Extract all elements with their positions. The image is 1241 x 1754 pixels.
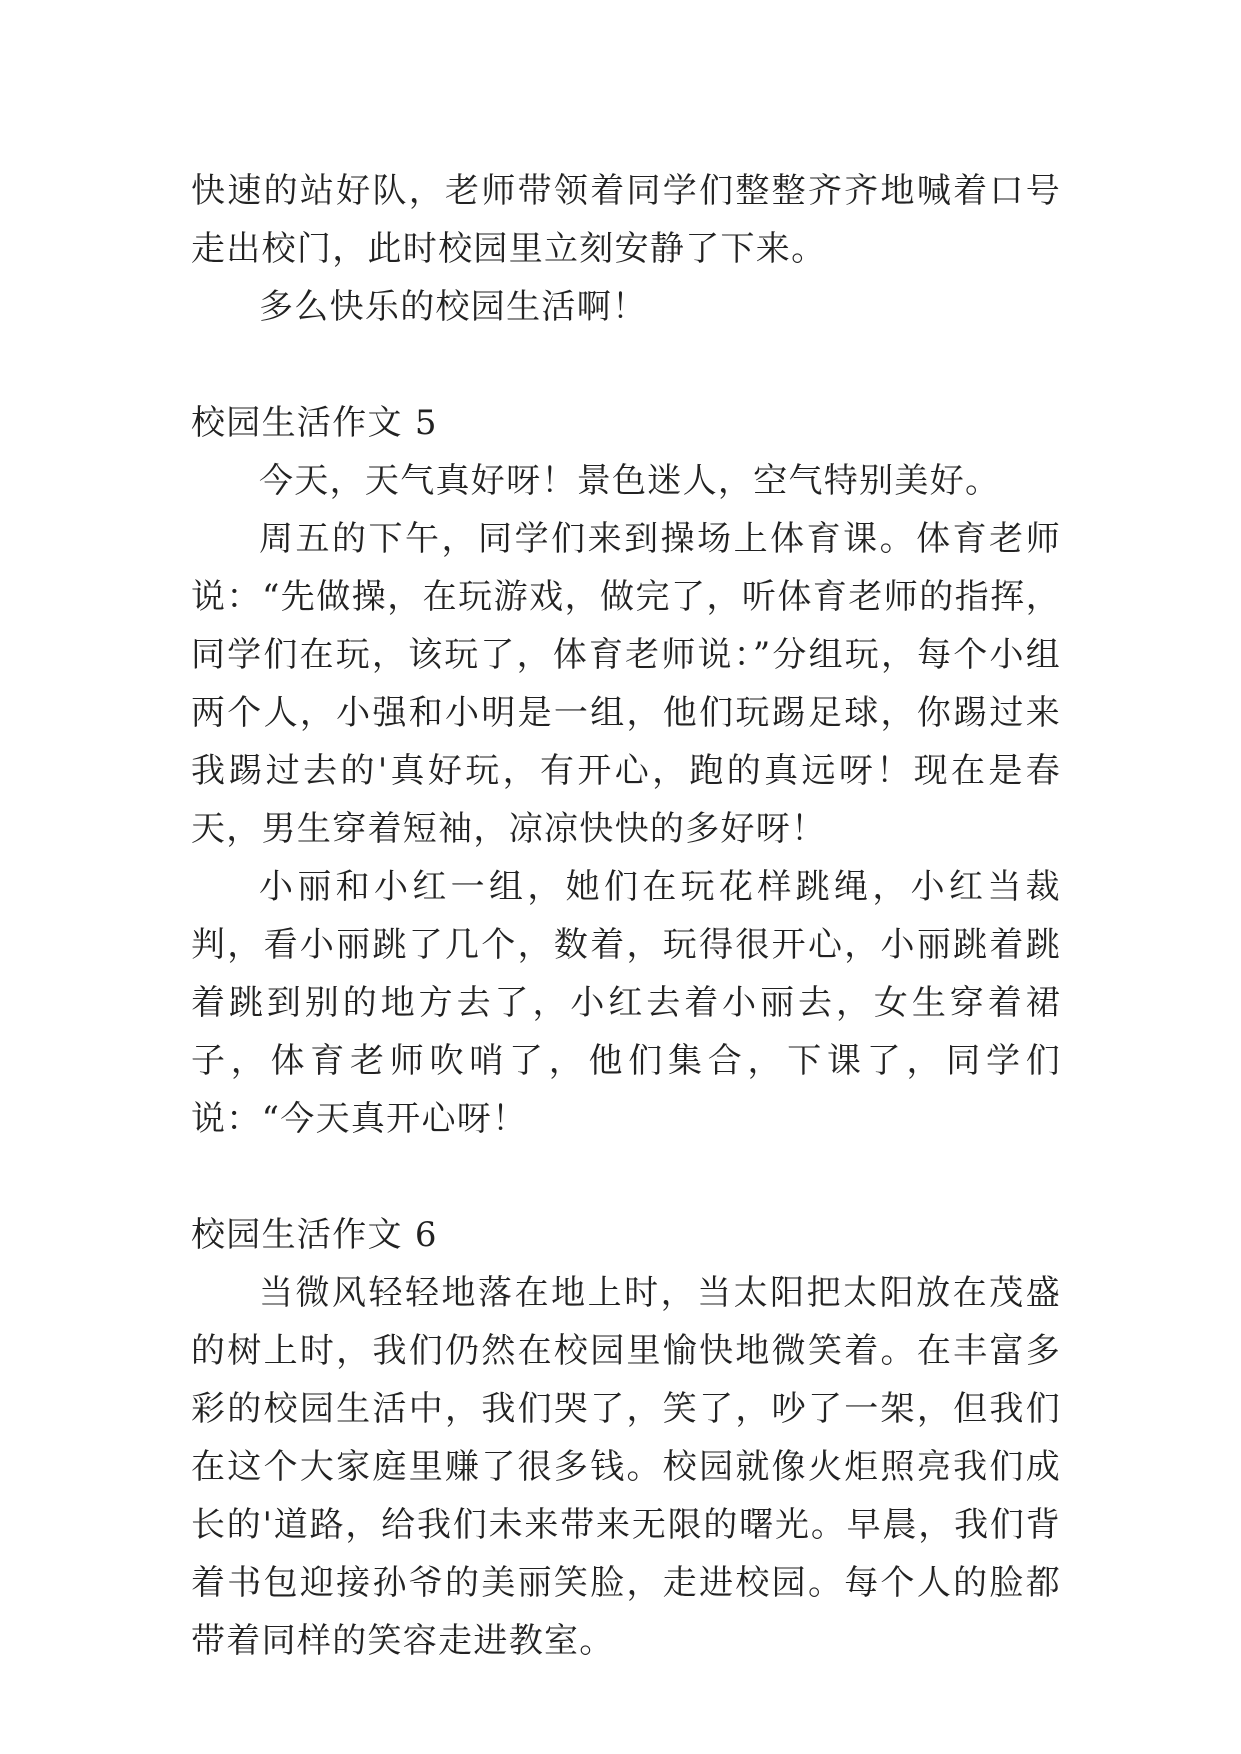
paragraph: 当微风轻轻地落在地上时，当太阳把太阳放在茂盛的树上时，我们仍然在校园里愉快地微笑着。在丰富多彩的校园生活中，我们哭了，笑了，吵了一架，但我们在这个大家庭里赚了很多钱。校园就像火炬照亮我们成长的'道路，给我们未来带来无限的曙光。早晨，我们背着书包迎接孙爷的美丽笑脸，走进校园。每个人的脸都带着同样的笑容走进教室。 bbox=[191, 1273, 1061, 1661]
section-heading: 校园生活作文 6 bbox=[191, 1215, 438, 1255]
paragraph: 周五的下午，同学们来到操场上体育课。体育老师说：“先做操，在玩游戏，做完了，听体育老师的指挥，同学们在玩，该玩了，体育老师说：”分组玩，每个小组两个人，小强和小明是一组，他们玩踢足球，你踢过来我踢过去的'真好玩，有开心，跑的真远呀！现在是春天，男生穿着短袖，凉凉快快的多好呀！ bbox=[191, 519, 1061, 849]
paragraph: 小丽和小红一组，她们在玩花样跳绳，小红当裁判，看小丽跳了几个，数着，玩得很开心，小丽跳着跳着跳到别的地方去了，小红去着小丽去，女生穿着裙子，体育老师吹哨了，他们集合，下课了，同学们说：“今天真开心呀！ bbox=[191, 867, 1061, 1139]
paragraph: 今天，天气真好呀！景色迷人，空气特别美好。 bbox=[259, 461, 1001, 501]
paragraph: 快速的站好队，老师带领着同学们整整齐齐地喊着口号走出校门，此时校园里立刻安静了下来。 bbox=[191, 171, 1061, 269]
document-body bbox=[191, 162, 1061, 1670]
section-heading: 校园生活作文 5 bbox=[191, 403, 438, 443]
paragraph: 多么快乐的校园生活啊！ bbox=[259, 287, 648, 327]
